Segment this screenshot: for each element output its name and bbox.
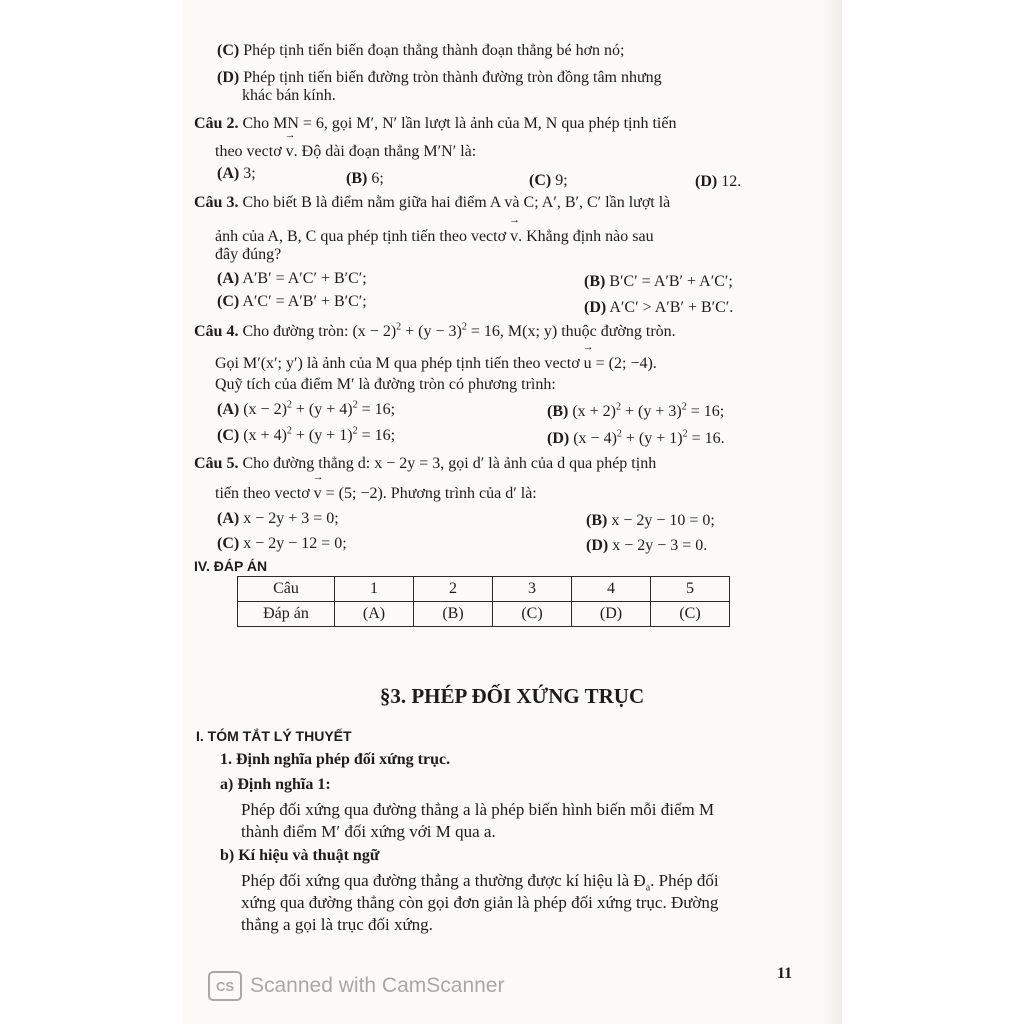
vector-u: → u (584, 355, 592, 373)
question-3-cont-2: đây đúng? (215, 246, 282, 263)
definition-1-heading: a) Định nghĩa 1: (220, 776, 331, 793)
answers-row-label: Đáp án (238, 602, 335, 627)
q3-option-c: (C) A′C′ = A′B′ + B′C′; (217, 293, 367, 310)
notation-text-cont: xứng qua đường thẳng còn gọi đơn giản là phép đối xứng trục. Đường (241, 893, 719, 912)
q4-option-c: (C) $(x + 4)^2 + (y + 1)^2 = 16$; (217, 425, 396, 444)
definition-heading: 1. Định nghĩa phép đối xứng trục. (220, 751, 451, 768)
vector-v: → v (314, 485, 322, 503)
q3-option-d: (D) A′C′ > A′B′ + B′C′. (584, 299, 734, 316)
answers-header-row (238, 577, 730, 602)
answers-header-label: Câu (238, 577, 335, 602)
q5-option-a: (A) x − 2y + 3 = 0; (217, 510, 339, 527)
question-2-cont: theo vectơ → v. Độ dài đoạn thẳng M′N′ là: (215, 143, 476, 161)
question-4-cont-2: Quỹ tích của điểm M′ là đường tròn có phương trình: (215, 376, 556, 393)
q5-option-c: (C) x − 2y − 12 = 0; (217, 535, 347, 552)
notation-heading: b) Kí hiệu và thuật ngữ (220, 847, 380, 864)
q5-option-d: (D) x − 2y − 3 = 0. (586, 537, 708, 554)
q4-option-b: (B) $(x + 2)^2 + (y + 3)^2 = 16$; (547, 401, 725, 420)
q5-option-b: (B) x − 2y − 10 = 0; (586, 512, 715, 529)
answers-val: (D) (572, 602, 651, 627)
watermark-text: Scanned with CamScanner (250, 974, 505, 997)
q2-option-a: (A) 3; (217, 165, 256, 182)
answers-val: (B) (414, 602, 493, 627)
notation-text-cont-2: thẳng a gọi là trục đối xứng. (241, 915, 433, 934)
q2-option-b: (B) 6; (346, 170, 384, 187)
q1-option-d-cont: khác bán kính. (242, 87, 336, 104)
camscanner-watermark (208, 971, 504, 1001)
vector-v: → v (286, 143, 294, 161)
camscanner-logo-icon: CS (208, 971, 242, 1001)
question-3-cont: ảnh của A, B, C qua phép tịnh tiến theo vectơ → v. Khẳng định nào sau (215, 228, 654, 246)
question-3: Câu 3. Cho biết B là điểm nằm giữa hai điểm A và C; A′, B′, C′ lần lượt là (194, 194, 671, 211)
q3-option-a: (A) A′B′ = A′C′ + B′C′; (217, 270, 367, 287)
definition-1-text: Phép đối xứng qua đường thẳng a là phép biến hình biến mỗi điểm M (241, 800, 715, 819)
vector-v: → v (510, 228, 518, 246)
q2-option-d: (D) 12. (695, 173, 742, 190)
answers-heading: IV. ĐÁP ÁN (194, 558, 268, 574)
answers-val: (C) (493, 602, 572, 627)
answers-table (237, 576, 730, 627)
answers-num: 3 (493, 577, 572, 602)
answers-val: (C) (651, 602, 730, 627)
q1-option-d: (D) Phép tịnh tiến biến đường tròn thành đường tròn đồng tâm nhưng (217, 69, 662, 86)
notation-text: Phép đối xứng qua đường thẳng a thường được kí hiệu là $Đ_a$. Phép đối (241, 871, 719, 894)
theory-heading: I. TÓM TẮT LÝ THUYẾT (196, 728, 352, 744)
answers-value-row (238, 602, 730, 627)
page-number: 11 (777, 965, 793, 982)
answers-num: 2 (414, 577, 493, 602)
book-page (182, 0, 842, 1024)
section-title: §3. PHÉP ĐỐI XỨNG TRỤC (379, 684, 645, 708)
answers-val: (A) (335, 602, 414, 627)
answers-num: 1 (335, 577, 414, 602)
q4-option-d: (D) $(x - 4)^2 + (y + 1)^2 = 16$. (547, 428, 725, 447)
question-4-cont: Gọi M′(x′; y′) là ảnh của M qua phép tịnh tiến theo vectơ → u = (2; −4). (215, 355, 657, 373)
question-5: Câu 5. Cho đường thẳng d: x − 2y = 3, gọi d′ là ảnh của d qua phép tịnh (194, 455, 657, 472)
definition-1-text-cont: thành điểm M′ đối xứng với M qua a. (241, 822, 496, 841)
question-4: Câu 4. Cho đường tròn: $(x - 2)^2 + (y - 3)^2 = 16$, M(x; y) thuộc đường tròn. (194, 321, 676, 340)
q3-option-b: (B) B′C′ = A′B′ + A′C′; (584, 273, 733, 290)
q4-option-a: (A) $(x - 2)^2 + (y + 4)^2 = 16$; (217, 399, 396, 418)
question-2: Câu 2. Cho MN = 6, gọi M′, N′ lần lượt là ảnh của M, N qua phép tịnh tiến (194, 115, 677, 132)
answers-num: 5 (651, 577, 730, 602)
q2-option-c: (C) 9; (529, 172, 568, 189)
answers-num: 4 (572, 577, 651, 602)
q1-option-c: (C) Phép tịnh tiến biến đoạn thẳng thành đoạn thẳng bé hơn nó; (217, 42, 625, 59)
question-5-cont: tiến theo vectơ → v = (5; −2). Phương trình của d′ là: (215, 485, 537, 503)
